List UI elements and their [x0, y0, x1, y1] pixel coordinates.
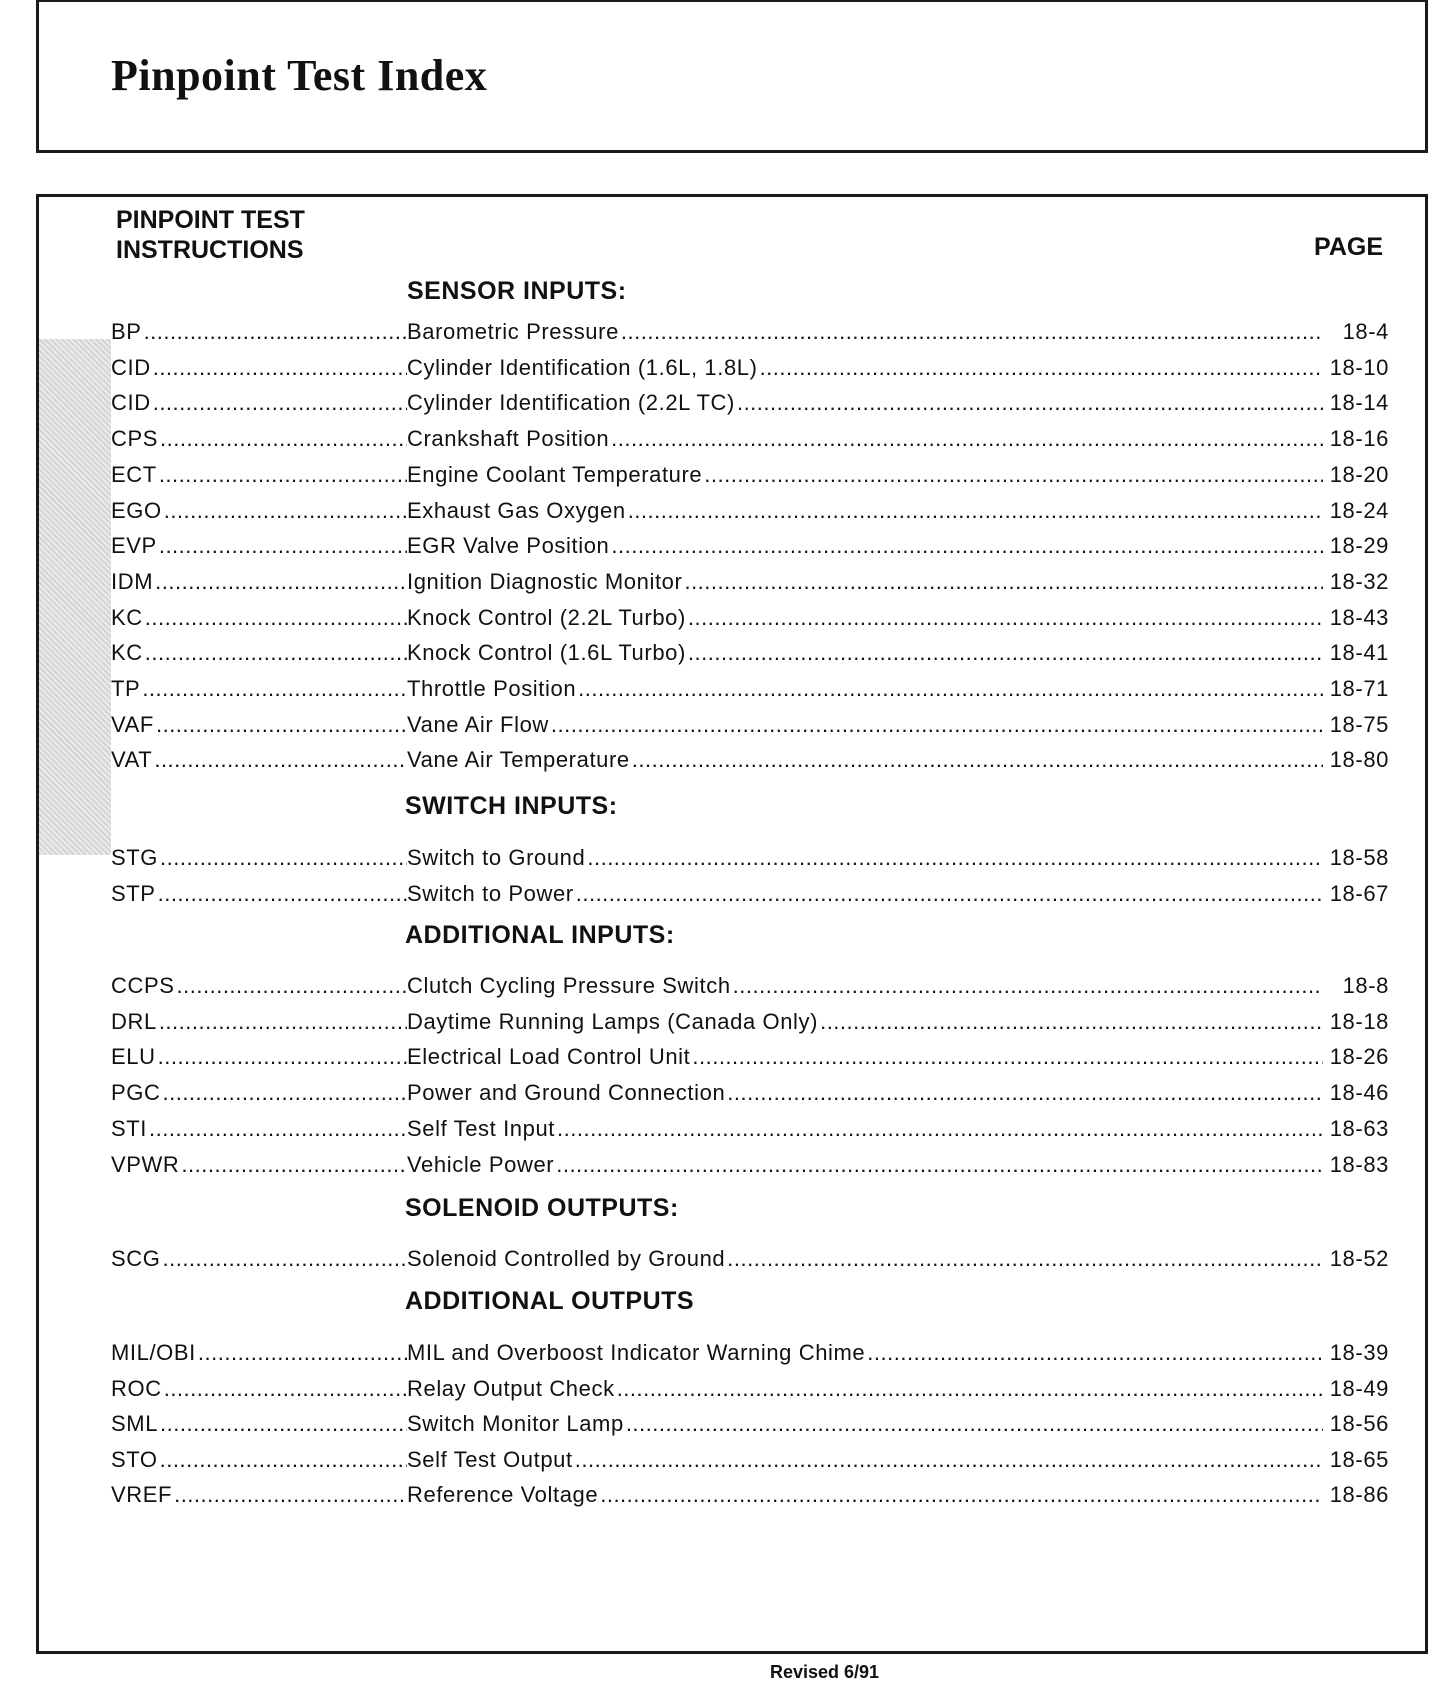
test-code: ELU: [111, 1044, 156, 1070]
dot-leader: [177, 970, 407, 1002]
index-row: [111, 970, 1389, 1002]
test-code-cell: [111, 602, 407, 634]
test-description: Barometric Pressure: [407, 319, 619, 344]
test-description-cell: [407, 1243, 1389, 1275]
test-code-cell: [111, 1243, 407, 1275]
test-description: Knock Control (1.6L Turbo): [407, 640, 686, 666]
test-description-cell: [407, 970, 1389, 1002]
dot-leader: [557, 1113, 1323, 1145]
test-code-cell: [111, 316, 407, 348]
dot-leader: [611, 530, 1323, 562]
test-description: Switch to Ground: [407, 845, 586, 870]
test-description: Relay Output Check: [407, 1375, 615, 1401]
index-row: [111, 459, 1389, 491]
index-row: [111, 566, 1389, 598]
test-code-cell: [111, 352, 407, 384]
test-code: ECT: [111, 461, 157, 487]
test-code-cell: [111, 495, 407, 527]
page-number: 18-83: [1329, 1151, 1389, 1177]
test-description: Vane Air Temperature: [407, 747, 630, 773]
dot-leader: [155, 566, 407, 598]
index-row: [111, 352, 1389, 384]
page-number: 18-18: [1329, 1008, 1389, 1034]
test-code: CPS: [111, 426, 159, 452]
dot-leader: [733, 970, 1323, 1002]
test-description-cell: [407, 1006, 1389, 1038]
test-code: CID: [111, 390, 151, 416]
dot-leader: [162, 1077, 407, 1109]
index-row: [111, 1077, 1389, 1109]
test-code: VAF: [111, 711, 154, 737]
index-row: [111, 1373, 1389, 1405]
dot-leader: [198, 1337, 407, 1369]
page-number: 18-41: [1329, 640, 1389, 666]
test-code: BP: [111, 319, 142, 344]
dot-leader: [632, 744, 1323, 776]
page-number: 18-63: [1329, 1115, 1389, 1141]
test-description-cell: [407, 637, 1389, 669]
dot-leader: [142, 673, 407, 705]
dot-leader: [556, 1149, 1323, 1181]
dot-leader: [145, 602, 407, 634]
column-header-instructions: [116, 205, 305, 265]
page-number: 18-24: [1329, 497, 1389, 523]
dot-leader: [628, 495, 1323, 527]
index-row: [111, 1113, 1389, 1145]
dot-leader: [160, 423, 407, 455]
test-code-cell: [111, 842, 407, 874]
test-code: VPWR: [111, 1151, 180, 1177]
dot-leader: [820, 1006, 1323, 1038]
scan-shading: [39, 339, 111, 855]
index-row: [111, 1337, 1389, 1369]
test-description-cell: [407, 352, 1389, 384]
page-number: 18-65: [1329, 1446, 1389, 1472]
test-description-cell: [407, 566, 1389, 598]
page-number: 18-49: [1329, 1375, 1389, 1401]
page-number: 18-32: [1329, 568, 1389, 594]
index-row: [111, 387, 1389, 419]
test-code: STI: [111, 1115, 148, 1141]
index-row: [111, 744, 1389, 776]
test-description: EGR Valve Position: [407, 533, 610, 559]
page-number: 18-75: [1329, 711, 1389, 737]
dot-leader: [153, 352, 407, 384]
test-description: Knock Control (2.2L Turbo): [407, 604, 686, 630]
test-description: Crankshaft Position: [407, 426, 610, 452]
dot-leader: [575, 1444, 1323, 1476]
dot-leader: [181, 1149, 407, 1181]
test-description-cell: [407, 1077, 1389, 1109]
dot-leader: [704, 459, 1323, 491]
test-code-cell: [111, 1444, 407, 1476]
test-description: Engine Coolant Temperature: [407, 461, 703, 487]
test-description: MIL and Overboost Indicator Warning Chime: [407, 1340, 866, 1365]
test-code: VREF: [111, 1482, 173, 1508]
test-description: Power and Ground Connection: [407, 1080, 726, 1106]
test-description-cell: [407, 709, 1389, 741]
test-code: MIL/OBI: [111, 1340, 196, 1365]
column-header-line2: INSTRUCTIONS: [116, 236, 304, 264]
dot-leader: [692, 1041, 1323, 1073]
test-code-cell: [111, 1041, 407, 1073]
index-row: [111, 1444, 1389, 1476]
dot-leader: [174, 1479, 407, 1511]
test-code: PGC: [111, 1080, 161, 1106]
test-description-cell: [407, 878, 1389, 910]
test-code: SML: [111, 1411, 159, 1437]
test-description: Vane Air Flow: [407, 711, 549, 737]
dot-leader: [164, 1373, 407, 1405]
dot-leader: [727, 1077, 1323, 1109]
section-title: SOLENOID OUTPUTS:: [405, 1194, 679, 1222]
test-code-cell: [111, 459, 407, 491]
test-description: Exhaust Gas Oxygen: [407, 497, 626, 523]
test-code: KC: [111, 640, 143, 666]
index-row: [111, 1041, 1389, 1073]
test-description-cell: [407, 1373, 1389, 1405]
test-description: Self Test Output: [407, 1446, 573, 1472]
page-number: 18-71: [1329, 676, 1389, 701]
test-code-cell: [111, 423, 407, 455]
test-code-cell: [111, 673, 407, 705]
test-description-cell: [407, 1337, 1389, 1369]
test-code-cell: [111, 637, 407, 669]
index-row: [111, 709, 1389, 741]
dot-leader: [149, 1113, 407, 1145]
test-code: SCG: [111, 1246, 161, 1271]
dot-leader: [760, 352, 1323, 384]
section-title: SENSOR INPUTS:: [407, 277, 627, 305]
page-number: 18-26: [1329, 1044, 1389, 1070]
test-description-cell: [407, 1113, 1389, 1145]
test-code: EVP: [111, 533, 157, 559]
dot-leader: [144, 316, 407, 348]
page-number: 18-46: [1329, 1080, 1389, 1106]
page-number: 18-20: [1329, 461, 1389, 487]
test-code-cell: [111, 878, 407, 910]
test-description-cell: [407, 1041, 1389, 1073]
test-description: Daytime Running Lamps (Canada Only): [407, 1008, 819, 1034]
dot-leader: [626, 1408, 1323, 1440]
test-description-cell: [407, 602, 1389, 634]
index-row: [111, 1243, 1389, 1275]
section-title: SWITCH INPUTS:: [405, 792, 618, 820]
page-number: 18-67: [1329, 880, 1389, 906]
test-code-cell: [111, 1337, 407, 1369]
index-row: [111, 316, 1389, 348]
test-code-cell: [111, 1373, 407, 1405]
dot-leader: [160, 842, 407, 874]
test-description-cell: [407, 316, 1389, 348]
test-code: ROC: [111, 1375, 162, 1401]
index-row: [111, 602, 1389, 634]
dot-leader: [154, 744, 407, 776]
test-description: Electrical Load Control Unit: [407, 1044, 691, 1070]
index-row: [111, 673, 1389, 705]
page-title: Pinpoint Test Index: [111, 51, 488, 100]
page-number: 18-43: [1329, 604, 1389, 630]
revision-note: Revised 6/91: [770, 1662, 880, 1682]
dot-leader: [156, 709, 407, 741]
dot-leader: [164, 495, 407, 527]
test-description-cell: [407, 842, 1389, 874]
test-description-cell: [407, 530, 1389, 562]
index-box: [36, 194, 1428, 1654]
test-description-cell: [407, 673, 1389, 705]
index-row: [111, 530, 1389, 562]
test-code-cell: [111, 1006, 407, 1038]
test-description: Ignition Diagnostic Monitor: [407, 568, 683, 594]
dot-leader: [621, 316, 1323, 348]
test-code-cell: [111, 530, 407, 562]
dot-leader: [576, 878, 1323, 910]
page-number: 18-14: [1329, 390, 1389, 416]
dot-leader: [551, 709, 1323, 741]
dot-leader: [617, 1373, 1323, 1405]
title-box: [36, 0, 1428, 153]
dot-leader: [587, 842, 1323, 874]
dot-leader: [158, 1041, 407, 1073]
test-code: CID: [111, 354, 151, 380]
index-row: [111, 495, 1389, 527]
index-row: [111, 1149, 1389, 1181]
test-description-cell: [407, 744, 1389, 776]
dot-leader: [684, 566, 1323, 598]
test-code-cell: [111, 1479, 407, 1511]
test-code-cell: [111, 566, 407, 598]
index-row: [111, 1006, 1389, 1038]
test-code-cell: [111, 1077, 407, 1109]
test-code: STG: [111, 845, 159, 870]
test-description-cell: [407, 495, 1389, 527]
dot-leader: [688, 602, 1323, 634]
dot-leader: [578, 673, 1323, 705]
test-code: STP: [111, 880, 156, 906]
index-row: [111, 423, 1389, 455]
test-description-cell: [407, 1444, 1389, 1476]
dot-leader: [159, 459, 407, 491]
column-header-line1: PINPOINT TEST: [116, 206, 305, 234]
test-description-cell: [407, 459, 1389, 491]
index-row: [111, 637, 1389, 669]
dot-leader: [600, 1479, 1323, 1511]
dot-leader: [159, 1006, 407, 1038]
test-description: Cylinder Identification (2.2L TC): [407, 390, 735, 416]
test-code: DRL: [111, 1008, 157, 1034]
test-code: VAT: [111, 747, 153, 773]
index-row: [111, 1479, 1389, 1511]
dot-leader: [611, 423, 1323, 455]
index-row: [111, 842, 1389, 874]
page-number: 18-80: [1329, 747, 1389, 773]
test-description-cell: [407, 387, 1389, 419]
test-code: TP: [111, 676, 141, 701]
test-description-cell: [407, 423, 1389, 455]
test-code-cell: [111, 1149, 407, 1181]
page-number: 18-8: [1342, 973, 1389, 998]
test-code-cell: [111, 970, 407, 1002]
column-header-page: PAGE: [1314, 233, 1383, 261]
test-description: Clutch Cycling Pressure Switch: [407, 973, 731, 998]
page-number: 18-29: [1329, 533, 1389, 559]
dot-leader: [160, 1408, 407, 1440]
test-description-cell: [407, 1149, 1389, 1181]
dot-leader: [158, 878, 407, 910]
test-description-cell: [407, 1408, 1389, 1440]
test-code: IDM: [111, 568, 154, 594]
index-row: [111, 878, 1389, 910]
dot-leader: [160, 1444, 407, 1476]
page-number: 18-10: [1329, 354, 1389, 380]
dot-leader: [867, 1337, 1323, 1369]
test-description: Throttle Position: [407, 676, 577, 701]
dot-leader: [153, 387, 407, 419]
dot-leader: [727, 1243, 1323, 1275]
test-code: CCPS: [111, 973, 175, 998]
test-description: Switch Monitor Lamp: [407, 1411, 624, 1437]
test-code-cell: [111, 744, 407, 776]
page-number: 18-86: [1329, 1482, 1389, 1508]
page-number: 18-56: [1329, 1411, 1389, 1437]
dot-leader: [688, 637, 1323, 669]
section-title: ADDITIONAL INPUTS:: [405, 921, 675, 949]
test-description: Self Test Input: [407, 1115, 556, 1141]
page-number: 18-39: [1329, 1340, 1389, 1365]
section-title: ADDITIONAL OUTPUTS: [405, 1287, 695, 1315]
test-description-cell: [407, 1479, 1389, 1511]
page-number: 18-16: [1329, 426, 1389, 452]
dot-leader: [737, 387, 1323, 419]
test-description: Switch to Power: [407, 880, 574, 906]
test-code-cell: [111, 1113, 407, 1145]
test-code: EGO: [111, 497, 162, 523]
test-description: Vehicle Power: [407, 1151, 555, 1177]
index-row: [111, 1408, 1389, 1440]
test-code: STO: [111, 1446, 158, 1472]
dot-leader: [159, 530, 407, 562]
dot-leader: [162, 1243, 407, 1275]
test-code: KC: [111, 604, 143, 630]
page-number: 18-58: [1329, 845, 1389, 870]
test-code-cell: [111, 387, 407, 419]
test-code-cell: [111, 1408, 407, 1440]
test-description: Cylinder Identification (1.6L, 1.8L): [407, 354, 758, 380]
page-number: 18-4: [1342, 319, 1389, 344]
dot-leader: [145, 637, 407, 669]
page-number: 18-52: [1329, 1246, 1389, 1271]
test-description: Reference Voltage: [407, 1482, 599, 1508]
test-code-cell: [111, 709, 407, 741]
test-description: Solenoid Controlled by Ground: [407, 1246, 726, 1271]
